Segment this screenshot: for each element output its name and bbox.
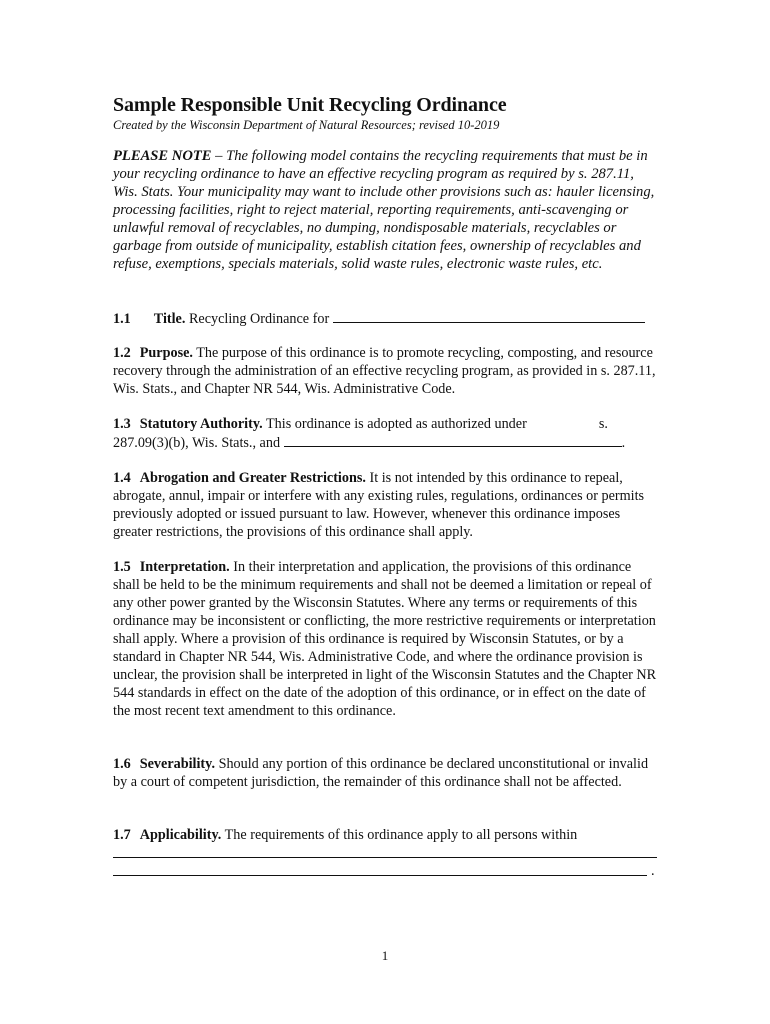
- section-applicability: [113, 826, 661, 844]
- section-text-s: s.: [598, 416, 608, 432]
- section-text: It is not intended by this ordinance to repeal, abrogate, annul, impair or interfere with any existing rules, regulations, ordinances or permits previously adopted or issued pursuant to law. However, whenever this ordinance imposes greater restrictions, the provisions of this ordinance shall apply.: [113, 470, 645, 540]
- section-text: Recycling Ordinance for: [185, 311, 333, 327]
- section-text: Should any portion of this ordinance be declared unconstitutional or invalid by a court of competent jurisdiction, the remainder of this ordinance shall not be affected.: [113, 756, 649, 790]
- section-number: 1.6: [113, 756, 131, 772]
- section-text: The purpose of this ordinance is to promote recycling, composting, and resource recovery through the administration of an effective recycling program, as provided in s. 287.11, Wis. Stats., and Chapter NR 544, Wis. Administrative Code.: [113, 345, 656, 397]
- section-heading: Statutory Authority.: [139, 416, 263, 432]
- section-heading: Severability.: [139, 756, 216, 772]
- section-interpretation: [113, 558, 661, 720]
- section-text: This ordinance is adopted as authorized under: [262, 416, 527, 432]
- please-note-text: – The following model contains the recycling requirements that must be in your recycling ordinance to have an effective recycling program as required by s. 287.11, Wis. Stats. Your municipality may want to include other provisions such as: hauler licensing, processing facilities, right to reject material, reporting requirements, anti-scavenging or unlawful removal of recyclables, no dumping, nondisposable materials, recyclables or garbage from outside of municipality, establish citation fees, ownership of recyclables and refuse, exemptions, specials materials, solid waste rules, electronic waste rules, etc.: [113, 148, 655, 272]
- document-title: Sample Responsible Unit Recycling Ordinance: [113, 94, 507, 116]
- please-note-lead: PLEASE NOTE: [113, 148, 212, 164]
- section-number: 1.4: [113, 470, 131, 486]
- section-heading: Applicability.: [139, 827, 222, 843]
- section-text-end: .: [621, 435, 626, 451]
- authority-blank: [284, 433, 622, 447]
- applicability-end-period: .: [651, 863, 655, 879]
- please-note-paragraph: [113, 147, 661, 273]
- page-number: 1: [381, 948, 389, 963]
- applicability-blank-line-1: [113, 856, 657, 858]
- section-heading: Interpretation.: [139, 559, 230, 575]
- section-title: [113, 309, 661, 328]
- section-text-cont: 287.09(3)(b), Wis. Stats., and: [113, 435, 284, 451]
- section-severability: [113, 755, 661, 791]
- section-number: 1.7: [113, 827, 131, 843]
- applicability-blank-line-2: [113, 874, 647, 876]
- section-purpose: [113, 344, 661, 398]
- section-statutory-authority: [113, 415, 661, 452]
- section-number: 1.5: [113, 559, 131, 575]
- section-text: In their interpretation and application, the provisions of this ordinance shall be held to be the minimum requirements and shall not be deemed a limitation or repeal of any other power granted by the Wisconsin Statutes. Where any terms or requirements of this ordinance may be inconsistent or conflicting, the more restrictive requirements or interpretation shall apply. Where a provision of this ordinance is required by Wisconsin Statutes, or by a standard in Chapter NR 544, Wis. Administrative Code, and where the ordinance provision is unclear, the provision shall be interpreted in light of the Wisconsin Statutes and the Chapter NR 544 standards in effect on the date of the adoption of this ordinance, or in effect on the date of the most recent text amendment to this ordinance.: [113, 559, 657, 719]
- section-abrogation: [113, 469, 661, 541]
- municipality-name-blank: [333, 309, 645, 323]
- section-heading: Title.: [153, 311, 186, 327]
- section-heading: Purpose.: [139, 345, 193, 361]
- section-number: 1.2: [113, 345, 131, 361]
- document-subtitle: Created by the Wisconsin Department of Natural Resources; revised 10-2019: [113, 118, 500, 132]
- section-number: 1.3: [113, 416, 131, 432]
- section-number: 1.1: [113, 311, 131, 327]
- section-heading: Abrogation and Greater Restrictions.: [139, 470, 366, 486]
- section-text: The requirements of this ordinance apply to all persons within: [221, 827, 578, 843]
